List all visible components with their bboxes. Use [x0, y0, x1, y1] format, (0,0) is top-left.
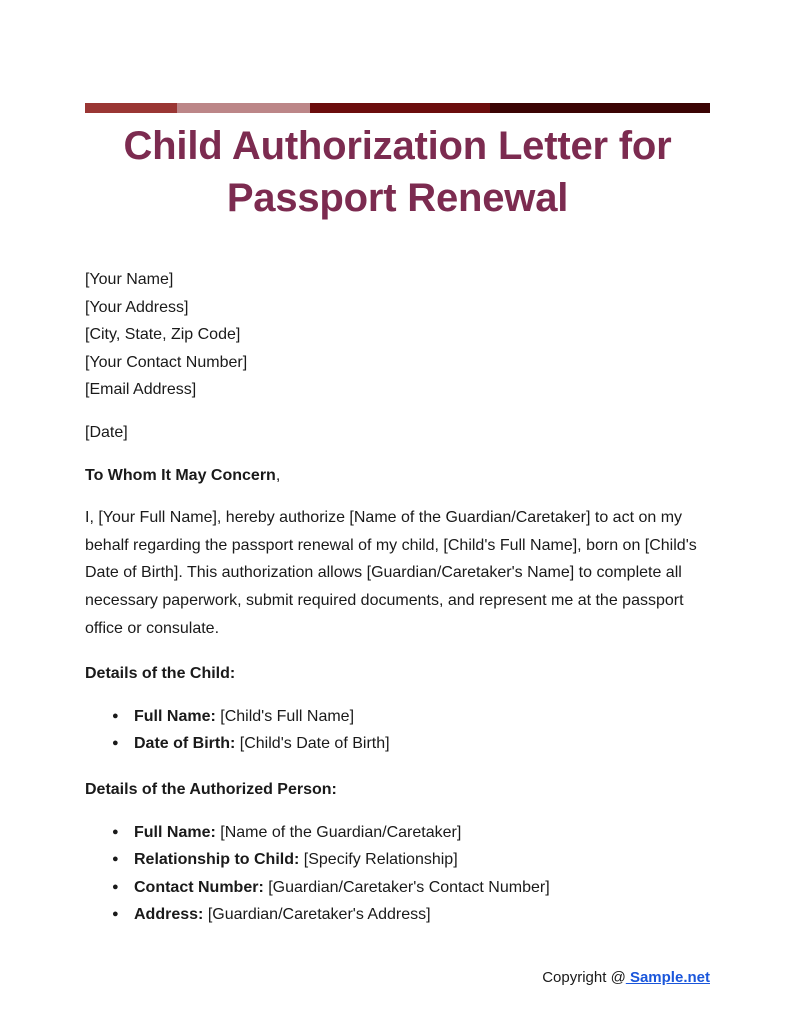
sender-name: [Your Name]	[85, 271, 174, 288]
guardian-relationship-value: [Specify Relationship]	[303, 851, 458, 869]
spacer	[85, 489, 710, 504]
list-item	[85, 819, 710, 847]
guardian-contact-label: Contact Number:	[134, 878, 264, 896]
header-accent-bar	[85, 103, 710, 113]
child-details-heading: Details of the Child:	[85, 665, 236, 683]
list-item	[85, 846, 710, 874]
guardian-address-value: [Guardian/Caretaker's Address]	[207, 906, 431, 924]
child-full-name-value: [Child's Full Name]	[220, 707, 355, 725]
authorization-paragraph: I, [Your Full Name], hereby authorize [Name of the Guardian/Caretaker] to act on my behalf regarding the passport renewal of my child, [Child's Full Name], born on [Child's Date of Birth]. This authorization allows [Guardian/Caretaker's Name] to complete all necessary paperwork, submit required documents, and represent me at the passport office or consulate.	[85, 509, 697, 637]
authorized-person-heading: Details of the Authorized Person:	[85, 780, 337, 798]
page-title: Child Authorization Letter for Passport Renewal	[123, 124, 672, 220]
guardian-full-name-value: [Name of the Guardian/Caretaker]	[220, 823, 462, 841]
sender-contact-number: [Your Contact Number]	[85, 353, 248, 371]
salutation-comma: ,	[275, 466, 281, 484]
guardian-address-label: Address:	[134, 906, 204, 924]
list-item	[85, 703, 710, 731]
sender-address: [Your Address]	[85, 298, 189, 316]
list-item	[85, 901, 710, 929]
spacer	[85, 447, 710, 462]
copyright-text: Copyright @	[542, 969, 626, 986]
child-full-name-label: Full Name:	[134, 707, 216, 725]
footer	[85, 966, 710, 990]
sender-address-block	[85, 266, 710, 404]
salutation	[85, 462, 710, 490]
guardian-full-name-label: Full Name:	[134, 823, 216, 841]
letter-body	[85, 266, 710, 929]
spacer	[85, 758, 710, 776]
salutation-text: To Whom It May Concern	[85, 466, 276, 484]
child-dob-value: [Child's Date of Birth]	[239, 735, 390, 753]
guardian-relationship-label: Relationship to Child:	[134, 851, 300, 869]
accent-segment-4	[490, 103, 710, 113]
sender-city-state-zip: [City, State, Zip Code]	[85, 326, 241, 344]
accent-segment-3	[310, 103, 490, 113]
spacer	[85, 642, 710, 660]
sender-email: [Email Address]	[85, 381, 197, 399]
list-item	[85, 730, 710, 758]
sample-net-link[interactable]: Sample.net	[625, 969, 710, 986]
spacer	[85, 688, 710, 703]
accent-segment-2	[177, 103, 310, 113]
child-details-list	[85, 703, 710, 758]
spacer	[85, 804, 710, 819]
list-item	[85, 874, 710, 902]
accent-segment-1	[85, 103, 177, 113]
authorized-person-details-list	[85, 819, 710, 929]
date-line: [Date]	[85, 423, 128, 441]
guardian-contact-value: [Guardian/Caretaker's Contact Number]	[268, 878, 550, 896]
spacer	[85, 404, 710, 419]
child-dob-label: Date of Birth:	[134, 735, 236, 753]
